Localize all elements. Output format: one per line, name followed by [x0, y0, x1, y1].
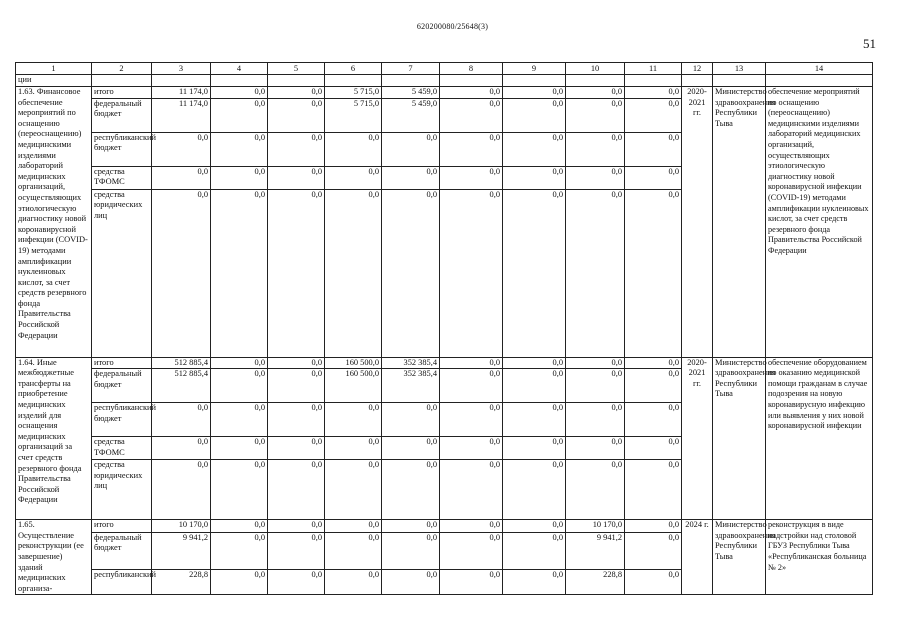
header-col-4: 4	[211, 63, 268, 75]
value-cell-col-9: 0,0	[503, 166, 566, 189]
value-cell-col-4: 0,0	[211, 437, 268, 460]
value-cell-col-5: 0,0	[268, 189, 325, 357]
value-cell-col-9: 0,0	[503, 189, 566, 357]
value-cell-col-11: 0,0	[625, 357, 682, 369]
value-cell-col-8: 0,0	[440, 369, 503, 403]
value-cell-col-4: 0,0	[211, 87, 268, 99]
funding-source: средства юридических лиц	[92, 189, 152, 357]
value-cell-col-7: 0,0	[382, 437, 440, 460]
value-cell-col-7: 0,0	[382, 460, 440, 520]
page-number: 51	[863, 36, 876, 51]
value-cell-col-11: 0,0	[625, 532, 682, 569]
measure-name: 1.63. Финансовое обеспечение мероприятий по оснащению (переоснащению) медицинскими изделиями лабораторий медицинских организаций, осуществляющих этиологическую диагностику новой коронавирусной инфекции (COVID-19) методами амплификации нуклеиновых кислот, за счет средств резервного фонда Правительства Российской Федерации	[16, 87, 92, 358]
value-cell-col-5: 0,0	[268, 403, 325, 437]
value-cell-col-3: 228,8	[152, 570, 211, 595]
document-id: 620200080/25648(3)	[416, 22, 489, 31]
value-cell-col-4: 0,0	[211, 189, 268, 357]
value-cell-col-9: 0,0	[503, 570, 566, 595]
value-cell-col-6: 0,0	[325, 437, 382, 460]
value-cell-col-7: 0,0	[382, 403, 440, 437]
value-cell-col-7: 352 385,4	[382, 357, 440, 369]
value-cell-col-10: 0,0	[566, 166, 625, 189]
header-col-10: 10	[566, 63, 625, 75]
value-cell-col-8: 0,0	[440, 357, 503, 369]
value-cell-col-11: 0,0	[625, 166, 682, 189]
table-row	[16, 87, 873, 99]
value-cell-col-9: 0,0	[503, 437, 566, 460]
expected-result: обеспечение оборудованием по оказанию медицинской помощи гражданам в случае подозрения на новую коронавирусную инфекцию или выявления у них новой коронавирусной инфекции	[766, 357, 873, 520]
funding-source: федеральный бюджет	[92, 98, 152, 132]
value-cell-col-5: 0,0	[268, 87, 325, 99]
funding-source: итого	[92, 357, 152, 369]
value-cell-col-10: 0,0	[566, 460, 625, 520]
header-col-6: 6	[325, 63, 382, 75]
measure-name: 1.64. Иные межбюджетные трансферты на приобретение медицинских изделий для оснащения медицинских организаций за счет средств резервного фонда Правительства Российской Федерации	[16, 357, 92, 520]
funding-source: федеральный бюджет	[92, 532, 152, 569]
table-body	[16, 75, 873, 595]
continuation-row	[16, 75, 873, 87]
table-header	[16, 63, 873, 75]
value-cell-col-4: 0,0	[211, 520, 268, 533]
value-cell-col-9: 0,0	[503, 520, 566, 533]
value-cell-col-3: 11 174,0	[152, 87, 211, 99]
header-col-11: 11	[625, 63, 682, 75]
period: 2020-2021 гг.	[682, 357, 713, 520]
value-cell-col-4: 0,0	[211, 132, 268, 166]
expected-result: обеспечение мероприятий по оснащению (переоснащению) медицинскими изделиями лабораторий медицинских организаций, осуществляющих этиологическую диагностику новой коронавирусной инфекции (COVID-19) методами амплификации нуклеиновых кислот, за счет средств резервного фонда Правительства Российской Федерации	[766, 87, 873, 358]
value-cell-col-8: 0,0	[440, 98, 503, 132]
value-cell-col-10: 228,8	[566, 570, 625, 595]
header-col-13: 13	[713, 63, 766, 75]
value-cell-col-6: 0,0	[325, 166, 382, 189]
value-cell-col-3: 0,0	[152, 132, 211, 166]
value-cell-col-6: 160 500,0	[325, 357, 382, 369]
value-cell-col-9: 0,0	[503, 132, 566, 166]
value-cell-col-6: 5 715,0	[325, 98, 382, 132]
value-cell-col-8: 0,0	[440, 403, 503, 437]
value-cell-col-8: 0,0	[440, 520, 503, 533]
value-cell-col-10: 0,0	[566, 403, 625, 437]
value-cell-col-7: 0,0	[382, 570, 440, 595]
table-row	[16, 357, 873, 369]
value-cell-col-7: 0,0	[382, 520, 440, 533]
value-cell-col-3: 0,0	[152, 460, 211, 520]
value-cell-col-3: 512 885,4	[152, 357, 211, 369]
value-cell-col-10: 9 941,2	[566, 532, 625, 569]
value-cell-col-9: 0,0	[503, 460, 566, 520]
value-cell-col-7: 0,0	[382, 532, 440, 569]
value-cell-col-9: 0,0	[503, 87, 566, 99]
value-cell-col-7: 0,0	[382, 166, 440, 189]
header-col-3: 3	[152, 63, 211, 75]
measure-name: 1.65. Осуществление реконструкции (ее завершение) зданий медицинских организа-	[16, 520, 92, 595]
value-cell-col-11: 0,0	[625, 98, 682, 132]
value-cell-col-8: 0,0	[440, 189, 503, 357]
value-cell-col-4: 0,0	[211, 570, 268, 595]
value-cell-col-11: 0,0	[625, 570, 682, 595]
value-cell-col-3: 11 174,0	[152, 98, 211, 132]
value-cell-col-5: 0,0	[268, 132, 325, 166]
funding-source: итого	[92, 520, 152, 533]
header-col-12: 12	[682, 63, 713, 75]
value-cell-col-10: 0,0	[566, 87, 625, 99]
budget-table	[15, 62, 873, 595]
funding-source: республиканский бюджет	[92, 132, 152, 166]
value-cell-col-3: 0,0	[152, 189, 211, 357]
value-cell-col-8: 0,0	[440, 87, 503, 99]
value-cell-col-7: 0,0	[382, 189, 440, 357]
value-cell-col-10: 10 170,0	[566, 520, 625, 533]
value-cell-col-3: 0,0	[152, 403, 211, 437]
value-cell-col-4: 0,0	[211, 166, 268, 189]
continuation-cell: ции	[16, 75, 92, 87]
value-cell-col-4: 0,0	[211, 357, 268, 369]
funding-source: средства юридических лиц	[92, 460, 152, 520]
value-cell-col-5: 0,0	[268, 532, 325, 569]
period: 2024 г.	[682, 520, 713, 595]
value-cell-col-7: 5 459,0	[382, 87, 440, 99]
header-col-14: 14	[766, 63, 873, 75]
value-cell-col-10: 0,0	[566, 98, 625, 132]
value-cell-col-10: 0,0	[566, 357, 625, 369]
value-cell-col-8: 0,0	[440, 460, 503, 520]
value-cell-col-6: 0,0	[325, 460, 382, 520]
value-cell-col-8: 0,0	[440, 437, 503, 460]
value-cell-col-11: 0,0	[625, 460, 682, 520]
value-cell-col-5: 0,0	[268, 357, 325, 369]
value-cell-col-6: 0,0	[325, 532, 382, 569]
value-cell-col-5: 0,0	[268, 369, 325, 403]
value-cell-col-3: 9 941,2	[152, 532, 211, 569]
value-cell-col-9: 0,0	[503, 98, 566, 132]
value-cell-col-8: 0,0	[440, 166, 503, 189]
header-col-1: 1	[16, 63, 92, 75]
table-row	[16, 520, 873, 533]
value-cell-col-8: 0,0	[440, 570, 503, 595]
funding-source: республиканский бюджет	[92, 403, 152, 437]
value-cell-col-10: 0,0	[566, 189, 625, 357]
value-cell-col-10: 0,0	[566, 132, 625, 166]
value-cell-col-8: 0,0	[440, 132, 503, 166]
value-cell-col-5: 0,0	[268, 520, 325, 533]
value-cell-col-4: 0,0	[211, 460, 268, 520]
value-cell-col-11: 0,0	[625, 369, 682, 403]
value-cell-col-9: 0,0	[503, 357, 566, 369]
value-cell-col-11: 0,0	[625, 87, 682, 99]
executor: Министерство здравоохранения Республики Тыва	[713, 357, 766, 520]
funding-source: средства ТФОМС	[92, 437, 152, 460]
value-cell-col-6: 0,0	[325, 132, 382, 166]
executor: Министерство здравоохранения Республики Тыва	[713, 520, 766, 595]
value-cell-col-5: 0,0	[268, 98, 325, 132]
value-cell-col-3: 10 170,0	[152, 520, 211, 533]
expected-result: реконструкция в виде надстройки над столовой ГБУЗ Республики Тыва «Республиканская больница № 2»	[766, 520, 873, 595]
value-cell-col-11: 0,0	[625, 437, 682, 460]
value-cell-col-6: 0,0	[325, 520, 382, 533]
value-cell-col-4: 0,0	[211, 369, 268, 403]
funding-source: федеральный бюджет	[92, 369, 152, 403]
value-cell-col-5: 0,0	[268, 166, 325, 189]
value-cell-col-4: 0,0	[211, 532, 268, 569]
value-cell-col-3: 512 885,4	[152, 369, 211, 403]
value-cell-col-6: 0,0	[325, 403, 382, 437]
value-cell-col-5: 0,0	[268, 437, 325, 460]
value-cell-col-11: 0,0	[625, 132, 682, 166]
header-col-8: 8	[440, 63, 503, 75]
value-cell-col-11: 0,0	[625, 403, 682, 437]
value-cell-col-7: 352 385,4	[382, 369, 440, 403]
value-cell-col-11: 0,0	[625, 189, 682, 357]
funding-source: средства ТФОМС	[92, 166, 152, 189]
value-cell-col-6: 0,0	[325, 189, 382, 357]
value-cell-col-4: 0,0	[211, 98, 268, 132]
value-cell-col-9: 0,0	[503, 403, 566, 437]
value-cell-col-6: 0,0	[325, 570, 382, 595]
value-cell-col-9: 0,0	[503, 532, 566, 569]
value-cell-col-11: 0,0	[625, 520, 682, 533]
value-cell-col-5: 0,0	[268, 460, 325, 520]
funding-source: итого	[92, 87, 152, 99]
header-col-2: 2	[92, 63, 152, 75]
value-cell-col-3: 0,0	[152, 437, 211, 460]
header-col-7: 7	[382, 63, 440, 75]
value-cell-col-10: 0,0	[566, 437, 625, 460]
executor: Министерство здравоохранения Республики Тыва	[713, 87, 766, 358]
value-cell-col-6: 5 715,0	[325, 87, 382, 99]
period: 2020-2021 гг.	[682, 87, 713, 358]
value-cell-col-3: 0,0	[152, 166, 211, 189]
value-cell-col-10: 0,0	[566, 369, 625, 403]
value-cell-col-7: 0,0	[382, 132, 440, 166]
value-cell-col-7: 5 459,0	[382, 98, 440, 132]
value-cell-col-9: 0,0	[503, 369, 566, 403]
value-cell-col-8: 0,0	[440, 532, 503, 569]
value-cell-col-4: 0,0	[211, 403, 268, 437]
value-cell-col-6: 160 500,0	[325, 369, 382, 403]
header-col-9: 9	[503, 63, 566, 75]
value-cell-col-5: 0,0	[268, 570, 325, 595]
header-col-5: 5	[268, 63, 325, 75]
funding-source: республиканский	[92, 570, 152, 595]
